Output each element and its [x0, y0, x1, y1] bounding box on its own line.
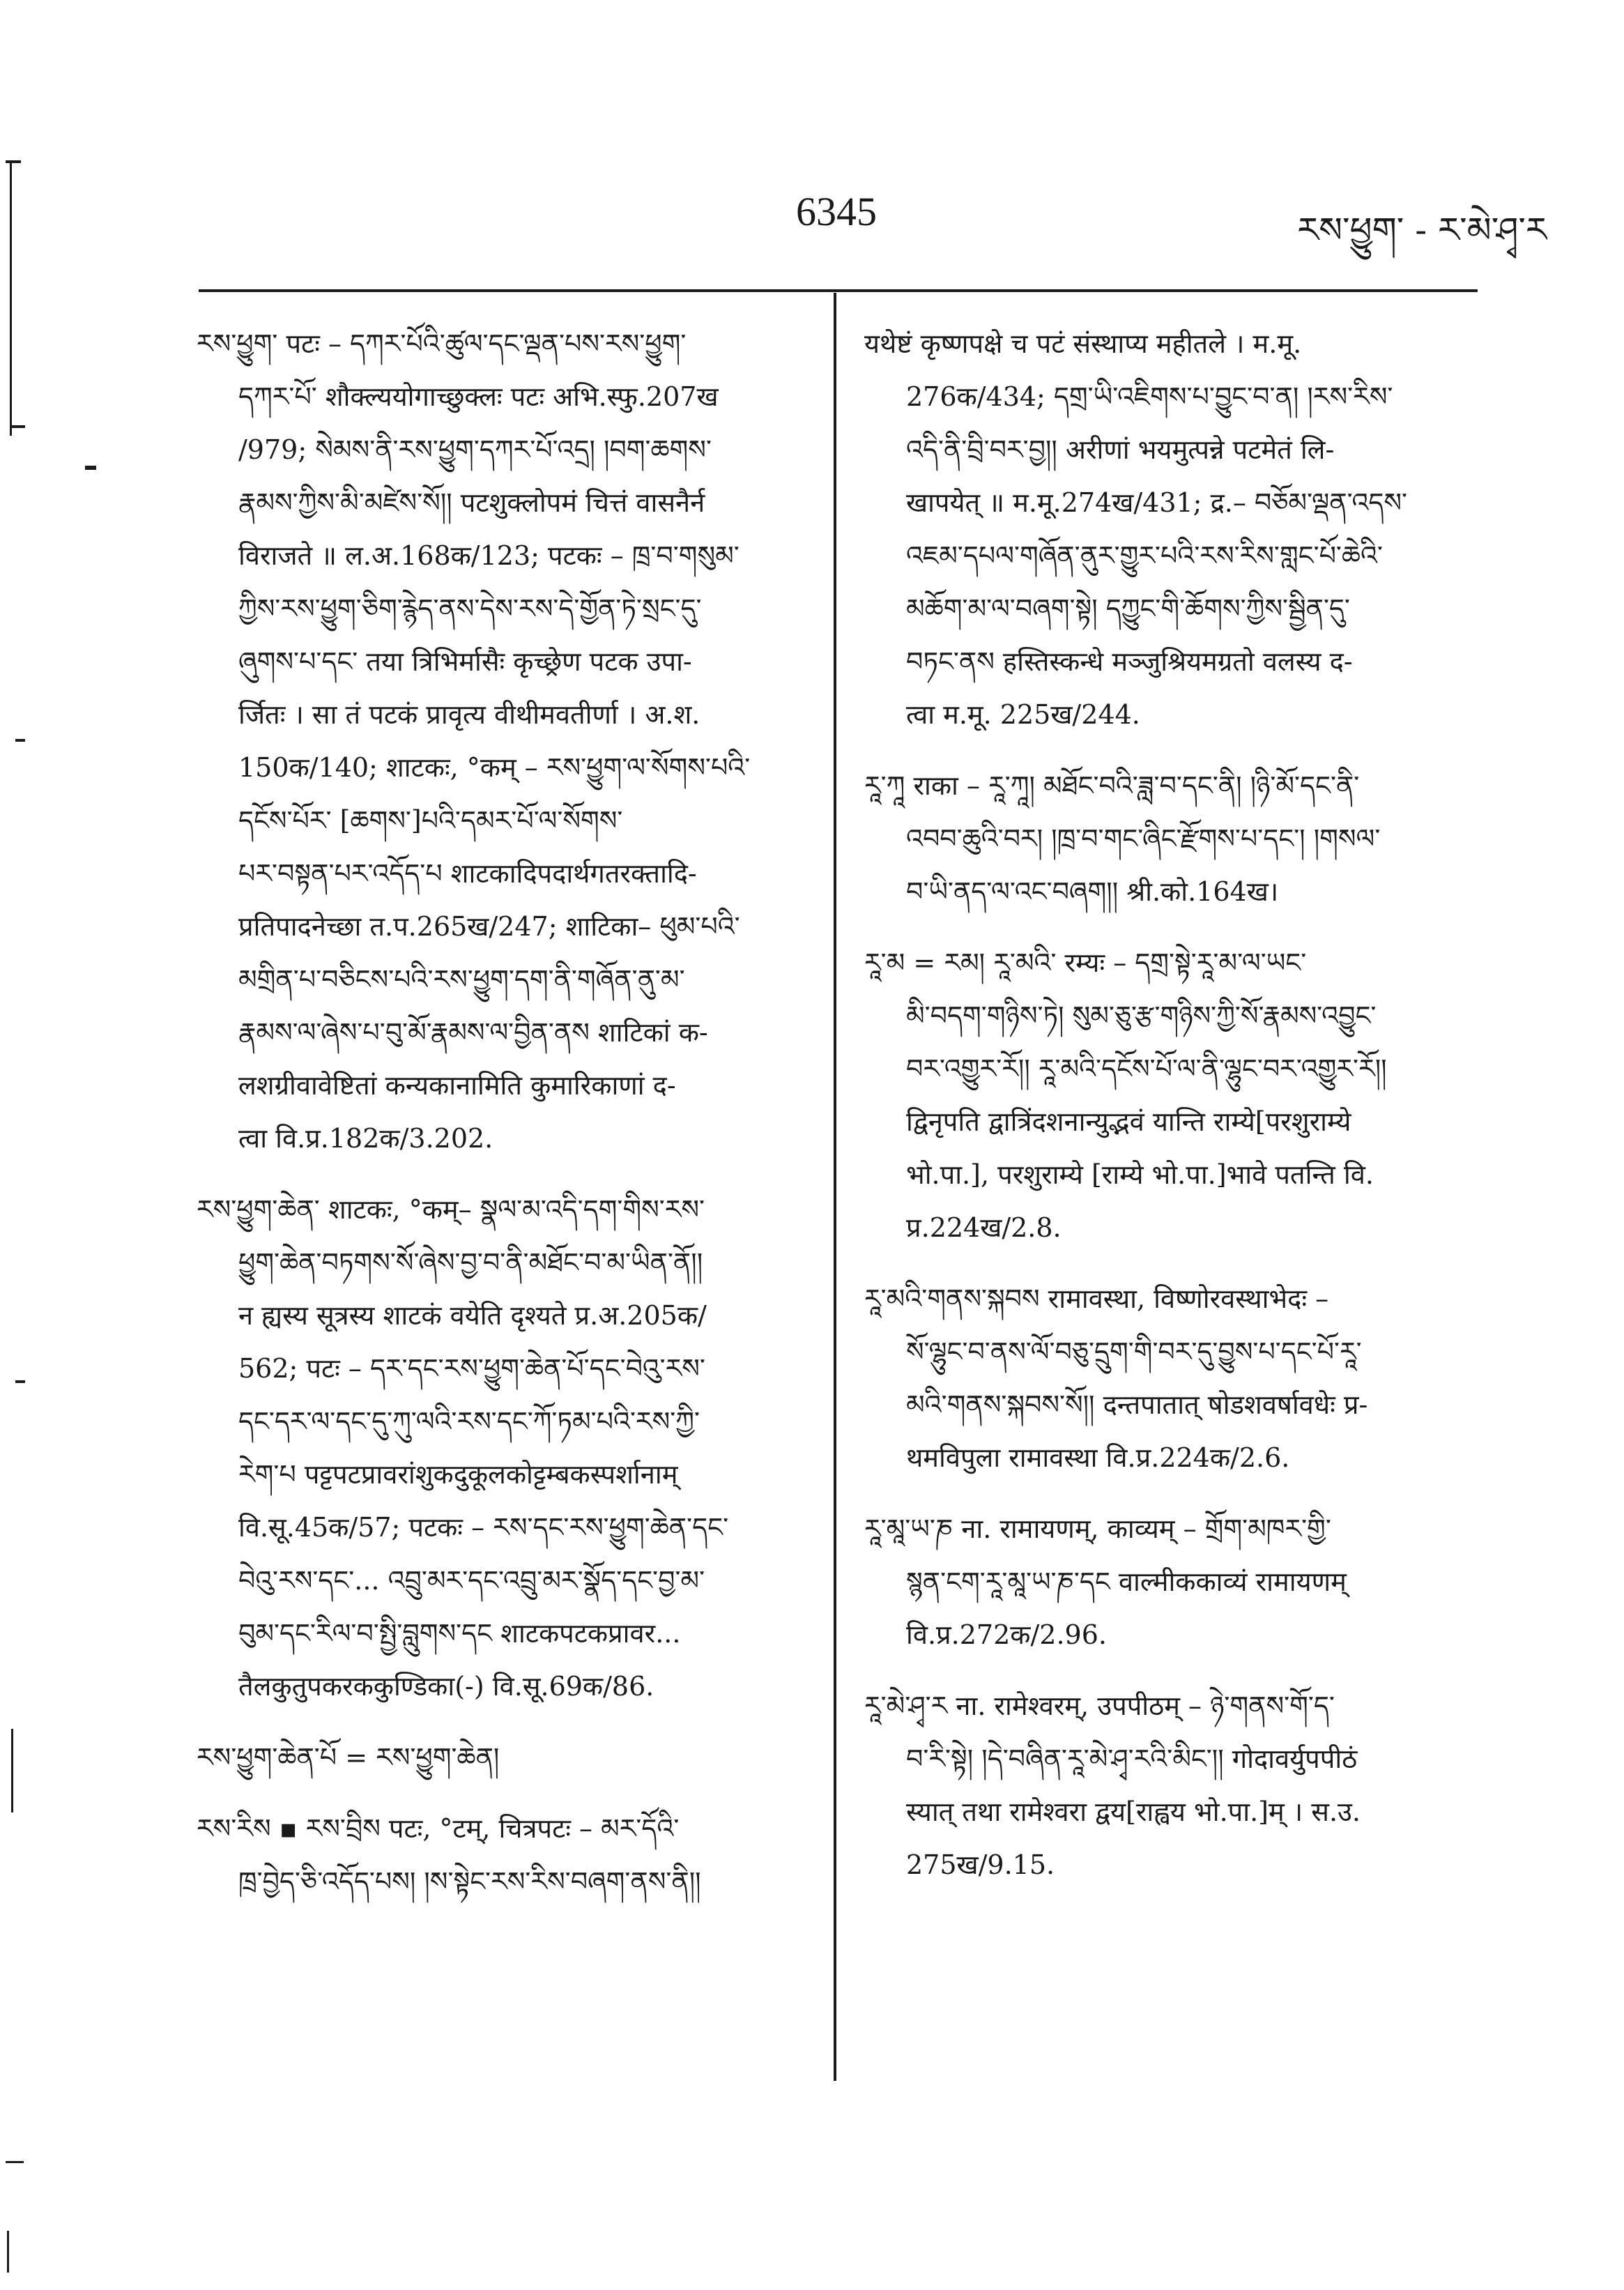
entry-line: प्र.224ख/2.8.	[906, 1212, 1062, 1243]
dictionary-entry	[197, 317, 810, 1165]
entry-line: प्रतिपादनेच्छा त.प.265ख/247; शाटिका– ཕུམ་པའི་	[238, 911, 740, 942]
entry-line: ཀྱིས་རས་ཕྱུག་ཅིག་རྙེད་ནས་དེས་རས་དེ་གྱོན་ཏེ་སྲང་དུ་	[238, 593, 702, 624]
entry-line: वि.सू.45क/57; पटकः – རས་དང་རས་ཕྱུག་ཆེན་དང་	[238, 1512, 729, 1543]
entry-line: འབབ་ཆུའི་བར། །ཁྲ་བ་གང་ཞིང་རྫོགས་པ་དང་། །གསལ་	[906, 823, 1381, 854]
left-column	[197, 317, 810, 1926]
entry-headline: རས་ཕྱུག་ཆེན་པོ = རས་ཕྱུག་ཆེན།	[197, 1742, 500, 1773]
entry-line: བ་ཡི་ནད་ལ་འང་བཞག།། श्री.को.164ख।	[906, 876, 1279, 907]
entry-line: 562; पटः – དར་དང་རས་ཕྱུག་ཆེན་པོ་དང་བེའུ་རས་	[238, 1353, 705, 1384]
entry-line: लशग्रीवावेष्टितां कन्यकानामिति कुमारिकाणां द-	[238, 1070, 676, 1101]
entry-line: མི་བདག་གཉིས་ཏེ། སུམ་ཅུ་རྩ་གཉིས་ཀྱི་སོ་རྣམས་འབྱུང་	[906, 1000, 1377, 1031]
margin-mark	[85, 466, 96, 470]
entry-line: त्वा म.मू. 225ख/244.	[906, 699, 1140, 730]
entry-line: སོ་ལྷུང་བ་ནས་ལོ་བཅུ་དྲུག་གི་བར་དུ་བྱུས་པ་དང་པོ་རཱ་	[906, 1336, 1362, 1367]
entry-line: འདི་ནི་བྲི་བར་བྱ།། अरीणां भयमुत्पन्ने पटमेतं लि-	[906, 434, 1335, 465]
dictionary-entry	[864, 1272, 1478, 1484]
entry-line: དཀར་པོ་ शौक्ल्ययोगाच्छुक्लः पटः अभि.स्फु.207ख	[238, 381, 719, 412]
entry-headline: རཱ་མེ་ཤྭ་ར ना. रामेश्वरम्, उपपीठम् – ཉེ་གནས་གོ་ད་	[864, 1690, 1335, 1721]
margin-mark	[6, 160, 21, 163]
dictionary-entry	[864, 1502, 1478, 1661]
dictionary-entry	[197, 1802, 810, 1908]
margin-mark	[15, 1380, 25, 1383]
dictionary-entry	[864, 759, 1478, 918]
entry-line: མགྲིན་པ་བཅིངས་པའི་རས་ཕྱུག་དག་ནི་གཞོན་ནུ་མ་	[238, 964, 685, 995]
entry-line: བུམ་དང་རིལ་བ་སྤྱི་བླུགས་དང शाटकपटकप्रावर...	[238, 1618, 681, 1649]
running-head: རས་ཕྱུག་ - ར་མེ་ཤྭ་ར	[1297, 210, 1547, 250]
entry-line: 150क/140; शाटकः, °कम् – རས་ཕྱུག་ལ་སོགས་པའི་	[238, 752, 751, 783]
entry-line: थमविपुला रामावस्था वि.प्र.224क/2.6.	[906, 1442, 1290, 1473]
entry-headline: རས་ཕྱུག་ཆེན་ शाटकः, °कम्– སྣལ་མ་འདི་དག་གིས་རས་	[197, 1194, 705, 1225]
entry-headline: རཱ་མ = རམ། རཱ་མའི་ रम्यः – དགྲ་སྟེ་རཱ་མ་ལ་ཡང་	[864, 947, 1307, 978]
dictionary-entry	[864, 317, 1478, 741]
entry-line: རྣམས་ཀྱིས་མི་མཛེས་སོ།། पटशुक्लोपमं चित्तं वासनैर्न	[238, 487, 705, 518]
entry-headline: यथेष्टं कृष्णपक्षे च पटं संस्थाप्य महीतले । म.मू.	[864, 328, 1302, 359]
entry-line: द्विनृपति द्वात्रिंदशनान्युद्भवं यान्ति राम्ये[परशुराम्ये	[906, 1106, 1351, 1137]
entry-line: ཕྱུག་ཆེན་བཏགས་སོ་ཞེས་བྱ་བ་ནི་མཐོང་བ་མ་ཡིན་ནོ།།	[238, 1247, 703, 1278]
column-divider	[834, 293, 836, 2081]
margin-mark	[15, 739, 25, 742]
entry-line: བར་འགྱུར་རོ།། རཱ་མའི་དངོས་པོ་ལ་ནི་ལྷུང་བར་འགྱུར་རོ།།	[906, 1053, 1387, 1084]
dictionary-entry	[864, 1679, 1478, 1891]
entry-line: མཆོག་མ་ལ་བཞག་སྟེ། དཀྱུང་གི་ཆོགས་ཀྱིས་སྦྱིན་དུ་	[906, 593, 1350, 624]
entry-line: 276क/434; དགྲ་ཡི་འཇིགས་པ་བྱུང་བ་ན། །རས་རིས་	[906, 381, 1393, 412]
entry-headline: རཱ་མའི་གནས་སྐབས रामावस्था, विष्णोरवस्थाभेदः –	[864, 1283, 1329, 1314]
margin-mark	[10, 425, 25, 428]
entry-line: /979; སེམས་ནི་རས་ཕྱུག་དཀར་པོ་འདྲ། །བག་ཆགས་	[238, 434, 712, 465]
entry-line: དངོས་པོར་ [ཆགས་]པའི་དམར་པོ་ལ་སོགས་	[238, 805, 623, 836]
page-number: 6345	[796, 189, 877, 234]
entry-line: खापयेत् ॥ म.मू.274ख/431; द्र.– བཅོམ་ལྡན་འདས་	[906, 487, 1408, 518]
entry-line: र्जितः । सा तं पटकं प्रावृत्य वीथीमवतीर्णा । अ.श.	[238, 699, 700, 730]
entry-line: བ་རི་སྟེ། །དེ་བཞིན་རཱ་མེ་ཤྭ་རའི་མིང་།། गोदावर्युपपीठं	[906, 1743, 1358, 1774]
entry-line: 275ख/9.15.	[906, 1849, 1055, 1880]
header-rule	[199, 289, 1478, 292]
entry-line: བཏང་ནས हस्तिस्कन्धे मञ्जुश्रियमग्रतो वलस्य द-	[906, 646, 1353, 677]
entry-headline: རཱ་མཱ་ཡ་ཎ ना. रामायणम्, काव्यम् – གྲོག་མཁར་གྱི་	[864, 1513, 1331, 1544]
entry-line: वि.प्र.272क/2.96.	[906, 1619, 1107, 1650]
entry-line: भो.पा.], परशुराम्ये [राम्ये भो.पा.]भावे पतन्ति वि.	[906, 1159, 1374, 1190]
entry-line: དང་དར་ལ་དང་དུ་ཀུ་ལའི་རས་དང་ཀོ་ཏམ་པའི་རས་ཀྱི་	[238, 1406, 700, 1437]
entry-line: न ह्यस्य सूत्रस्य शाटकं वयेति दृश्यते प्र.अ.205क/	[238, 1300, 707, 1331]
entry-line: ཁྲ་བྱེད་ཅི་འདོད་པས། །ས་སྟེང་རས་རིས་བཞག་ནས་ནི།།	[238, 1866, 701, 1897]
margin-mark	[6, 2161, 24, 2163]
entry-line: འཇམ་དཔལ་གཞོན་ནུར་གྱུར་པའི་རས་རིས་གླང་པོ་ཆེའི་	[906, 540, 1383, 571]
entry-line: विराजते ॥ ल.अ.168क/123; पटकः – ཁྲ་བ་གསུམ་	[238, 540, 740, 571]
entry-line: ཞུགས་པ་དང་ तया त्रिभिर्मासैः कृच्छ्रेण पटक उपा-	[238, 646, 692, 677]
entry-line: མའི་གནས་སྐབས་སོ།། दन्तपातात् षोडशवर्षावधेः प्र-	[906, 1389, 1368, 1420]
entry-line: བེའུ་རས་དང་... འབྲུ་མར་དང་འབྲུ་མར་སྣོད་དང་བྱ་མ་	[238, 1565, 705, 1596]
entry-line: པར་བསྟན་པར་འདོད་པ शाटकादिपदार्थगतरक्तादि-	[238, 858, 697, 889]
entry-headline: རཱ་ཀཱ राका – རཱ་ཀཱ། མཐོང་བའི་ཟླ་བ་དང་ནི། །ཉི་མོ་དང་ནི་	[864, 770, 1360, 801]
margin-mark	[10, 160, 12, 436]
margin-mark	[11, 1729, 13, 1812]
entry-line: तैलकुतुपकरककुण्डिका(-) वि.सू.69क/86.	[238, 1671, 654, 1702]
dictionary-entry	[864, 936, 1478, 1254]
dictionary-entry	[197, 1183, 810, 1713]
entry-line: स्यात् तथा रामेश्वरा द्वय[राह्वय भो.पा.]म् । स.उ.	[906, 1796, 1361, 1827]
entry-line: རེག་པ पट्टपटप्रावरांशुकदुकूलकोट्टम्बकस्पर्शानाम्	[238, 1459, 678, 1490]
entry-line: སྙན་ངག་རཱ་མཱ་ཡ་ཎ་དང वाल्मीककाव्यं रामायणम्	[906, 1566, 1347, 1597]
dictionary-entry	[197, 1731, 810, 1784]
entry-line: त्वा वि.प्र.182क/3.202.	[238, 1123, 493, 1154]
entry-headline: རས་རིས ▪ རས་བྲིས पटः, °टम्, चित्रपटः – མར་དོའི་	[197, 1813, 680, 1844]
right-column	[864, 317, 1478, 1909]
margin-mark	[7, 2231, 9, 2273]
entry-headline: རས་ཕྱུག་ पटः – དཀར་པོའི་ཚུལ་དང་ལྡན་པས་རས་ཕྱུག་	[197, 328, 687, 359]
entry-line: རྣམས་ལ་ཞེས་པ་བུ་མོ་རྣམས་ལ་བྱིན་ནས शाटिकां क-	[238, 1017, 708, 1048]
